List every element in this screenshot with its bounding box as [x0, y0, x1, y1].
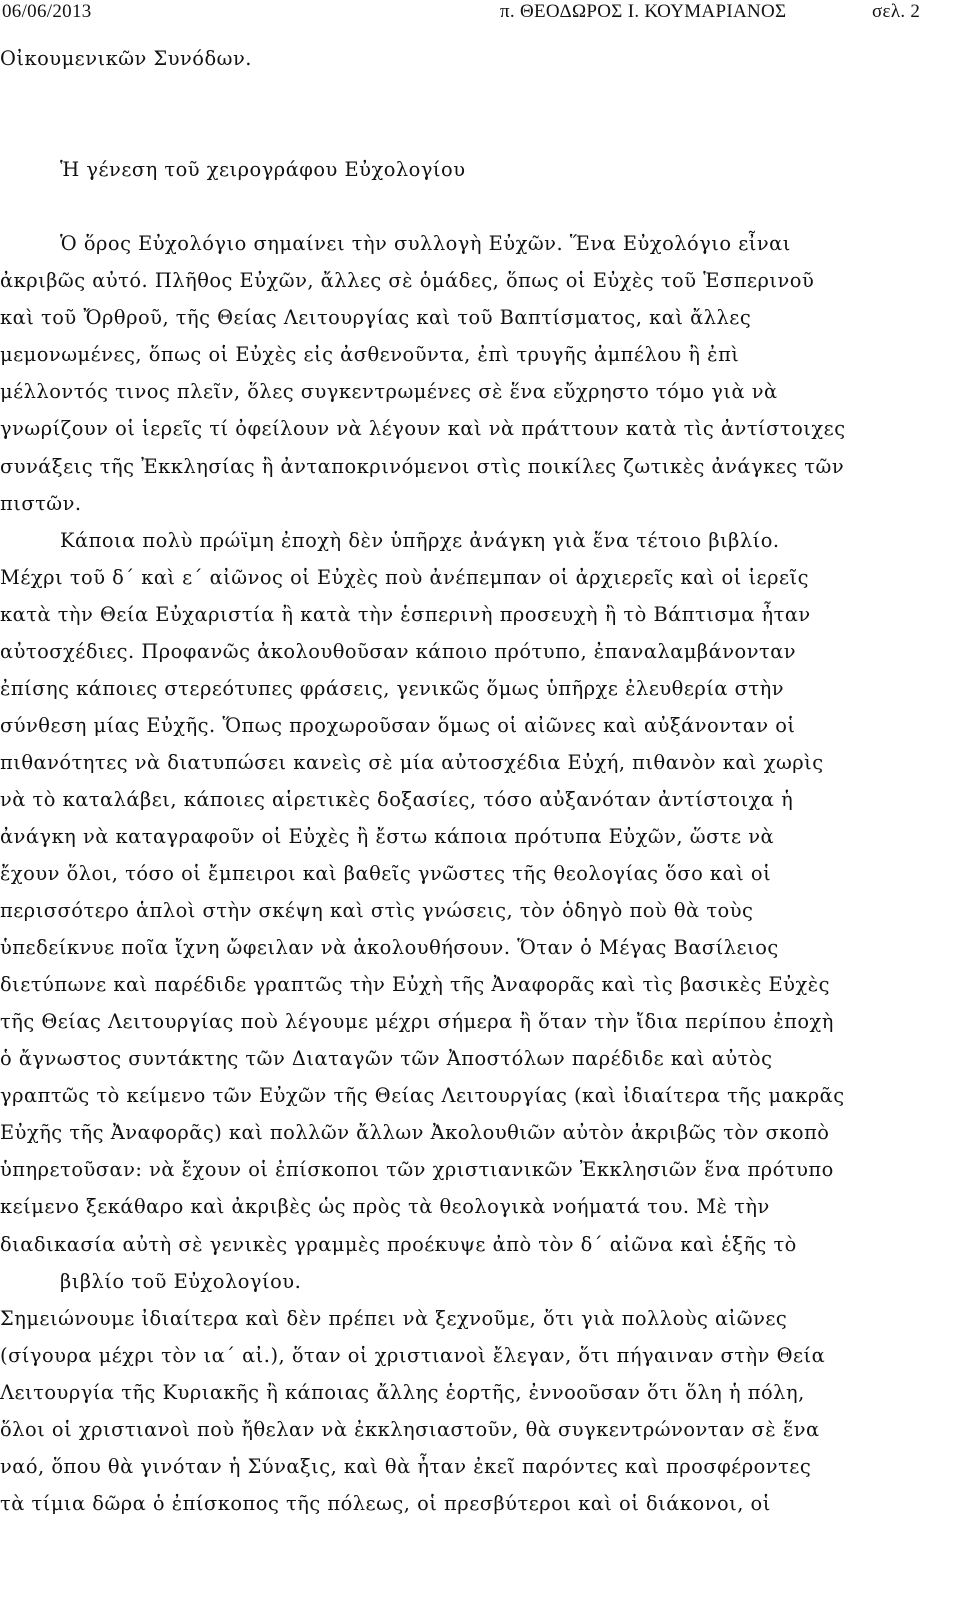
text-line: πιθανότητες νὰ διατυπώσει κανεὶς σὲ μία αὐτοσχέδια Εὐχή, πιθανὸν καὶ χωρὶς [0, 750, 824, 774]
page-header [0, 0, 960, 26]
text-line: Ὁ ὅρος Εὐχολόγιο σημαίνει τὴν συλλογὴ Εὐχῶν. Ἕνα Εὐχολόγιο εἶναι [60, 232, 791, 256]
text-line: αὐτοσχέδιες. Προφανῶς ἀκολουθοῦσαν κάποιο πρότυπο, ἐπαναλαμβάνονταν [0, 639, 797, 663]
blank-line [0, 77, 940, 114]
blank-line [0, 188, 940, 225]
text-line: ὁ ἄγνωστος συντάκτης τῶν Διαταγῶν τῶν Ἀποστόλων παρέδιδε καὶ αὐτὸς [0, 1047, 773, 1071]
text-line: διετύπωνε καὶ παρέδιδε γραπτῶς τὴν Εὐχὴ τῆς Ἀναφορᾶς καὶ τὶς βασικὲς Εὐχὲς [0, 973, 830, 997]
text-line: γραπτῶς τὸ κείμενο τῶν Εὐχῶν τῆς Θείας Λειτουργίας (καὶ ἰδιαίτερα τῆς μακρᾶς [0, 1084, 845, 1108]
text-line: Εὐχῆς τῆς Ἀναφορᾶς) καὶ πολλῶν ἄλλων Ἀκολουθιῶν αὐτὸν ἀκριβῶς τὸν σκοπὸ [0, 1121, 830, 1145]
text-line: περισσότερο ἁπλοὶ στὴν σκέψη καὶ στὶς γνώσεις, τὸν ὁδηγὸ ποὺ θὰ τοὺς [0, 899, 754, 923]
text-line: τῆς Θείας Λειτουργίας ποὺ λέγουμε μέχρι σήμερα ἢ ὅταν τὴν ἴδια περίπου ἐποχὴ [0, 1010, 834, 1034]
text-line: ἔχουν ὅλοι, τόσο οἱ ἔμπειροι καὶ βαθεῖς γνῶστες τῆς θεολογίας ὅσο καὶ οἱ [0, 862, 772, 886]
text-line: Σημειώνουμε ἰδιαίτερα καὶ δὲν πρέπει νὰ ξεχνοῦμε, ὅτι γιὰ πολλοὺς αἰῶνες [0, 1306, 788, 1330]
text-line: βιβλίο τοῦ Εὐχολογίου. [60, 1269, 302, 1293]
document-body [0, 40, 940, 1522]
text-line: Οἰκουμενικῶν Συνόδων. [0, 47, 252, 70]
text-line: ἀκριβῶς αὐτό. Πλῆθος Εὐχῶν, ἄλλες σὲ ὁμάδες, ὅπως οἱ Εὐχὲς τοῦ Ἑσπερινοῦ [0, 269, 815, 293]
text-line: συνάξεις τῆς Ἐκκλησίας ἢ ἀνταποκρινόμενοι στὶς ποικίλες ζωτικὲς ἀνάγκες τῶν [0, 454, 845, 478]
section-heading: Ἡ γένεση τοῦ χειρογράφου Εὐχολογίου [60, 158, 466, 182]
text-line: Λειτουργία τῆς Κυριακῆς ἢ κάποιας ἄλλης ἑορτῆς, ἐννοοῦσαν ὅτι ὅλη ἡ πόλη, [0, 1380, 805, 1404]
header-page-number: σελ. 2 [872, 1, 921, 22]
text-line: ὅλοι οἱ χριστιανοὶ ποὺ ἤθελαν νὰ ἐκκλησιαστοῦν, θὰ συγκεντρώνονταν σὲ ἕνα [0, 1417, 820, 1441]
text-line: κατὰ τὴν Θεία Εὐχαριστία ἢ κατὰ τὴν ἑσπερινὴ προσευχὴ ἢ τὸ Βάπτισμα ἦταν [0, 602, 811, 626]
text-line: νὰ τὸ καταλάβει, κάποιες αἱρετικὲς δοξασίες, τόσο αὐξανόταν ἀντίστοιχα ἡ [0, 787, 794, 811]
text-line: ὑπεδείκνυε ποῖα ἴχνη ὤφειλαν νὰ ἀκολουθήσουν. Ὅταν ὁ Μέγας Βασίλειος [0, 936, 779, 960]
text-line: Μέχρι τοῦ δ΄ καὶ ε΄ αἰῶνος οἱ Εὐχὲς ποὺ ἀνέπεμπαν οἱ ἀρχιερεῖς καὶ οἱ ἱερεῖς [0, 565, 810, 589]
text-line: τὰ τίμια δῶρα ὁ ἐπίσκοπος τῆς πόλεως, οἱ πρεσβύτεροι καὶ οἱ διάκονοι, οἱ [0, 1491, 771, 1515]
text-line: (σίγουρα μέχρι τὸν ια΄ αἰ.), ὅταν οἱ χριστιανοὶ ἔλεγαν, ὅτι πήγαιναν στὴν Θεία [0, 1343, 826, 1367]
header-author: π. ΘΕΟΔΩΡΟΣ Ι. ΚΟΥΜΑΡΙΑΝΟΣ [500, 1, 787, 22]
text-line: πιστῶν. [0, 491, 82, 515]
text-line: ἀνάγκη νὰ καταγραφοῦν οἱ Εὐχὲς ἢ ἔστω κάποια πρότυπα Εὐχῶν, ὥστε νὰ [0, 824, 775, 848]
text-line: ἐπίσης κάποιες στερεότυπες φράσεις, γενικῶς ὅμως ὑπῆρχε ἐλευθερία στὴν [0, 676, 785, 700]
text-line: μέλλοντός τινος πλεῖν, ὅλες συγκεντρωμένες σὲ ἕνα εὔχρηστο τόμο γιὰ νὰ [0, 380, 778, 404]
text-line: γνωρίζουν οἱ ἱερεῖς τί ὀφείλουν νὰ λέγουν καὶ νὰ πράττουν κατὰ τὶς ἀντίστοιχες [0, 417, 846, 441]
text-line: κείμενο ξεκάθαρο καὶ ἀκριβὲς ὡς πρὸς τὰ θεολογικὰ νοήματά του. Μὲ τὴν [0, 1195, 770, 1219]
text-line: ναό, ὅπου θὰ γινόταν ἡ Σύναξις, καὶ θὰ ἦταν ἐκεῖ παρόντες καὶ προσφέροντες [0, 1454, 812, 1478]
blank-line [0, 114, 940, 151]
text-line: μεμονωμένες, ὅπως οἱ Εὐχὲς εἰς ἀσθενοῦντα, ἐπὶ τρυγῆς ἀμπέλου ἢ ἐπὶ [0, 343, 740, 367]
text-line: Κάποια πολὺ πρώϊμη ἐποχὴ δὲν ὑπῆρχε ἀνάγκη γιὰ ἕνα τέτοιο βιβλίο. [60, 528, 780, 552]
header-date: 06/06/2013 [2, 1, 92, 22]
text-line: σύνθεση μίας Εὐχῆς. Ὅπως προχωροῦσαν ὅμως οἱ αἰῶνες καὶ αὐξάνονταν οἱ [0, 713, 796, 737]
text-line: ὑπηρετοῦσαν: νὰ ἔχουν οἱ ἐπίσκοποι τῶν χριστιανικῶν Ἐκκλησιῶν ἕνα πρότυπο [0, 1158, 834, 1182]
text-line: διαδικασία αὐτὴ σὲ γενικὲς γραμμὲς προέκυψε ἀπὸ τὸν δ΄ αἰῶνα καὶ ἑξῆς τὸ [0, 1232, 797, 1256]
text-line: καὶ τοῦ Ὄρθροῦ, τῆς Θείας Λειτουργίας καὶ τοῦ Βαπτίσματος, καὶ ἄλλες [0, 306, 752, 330]
